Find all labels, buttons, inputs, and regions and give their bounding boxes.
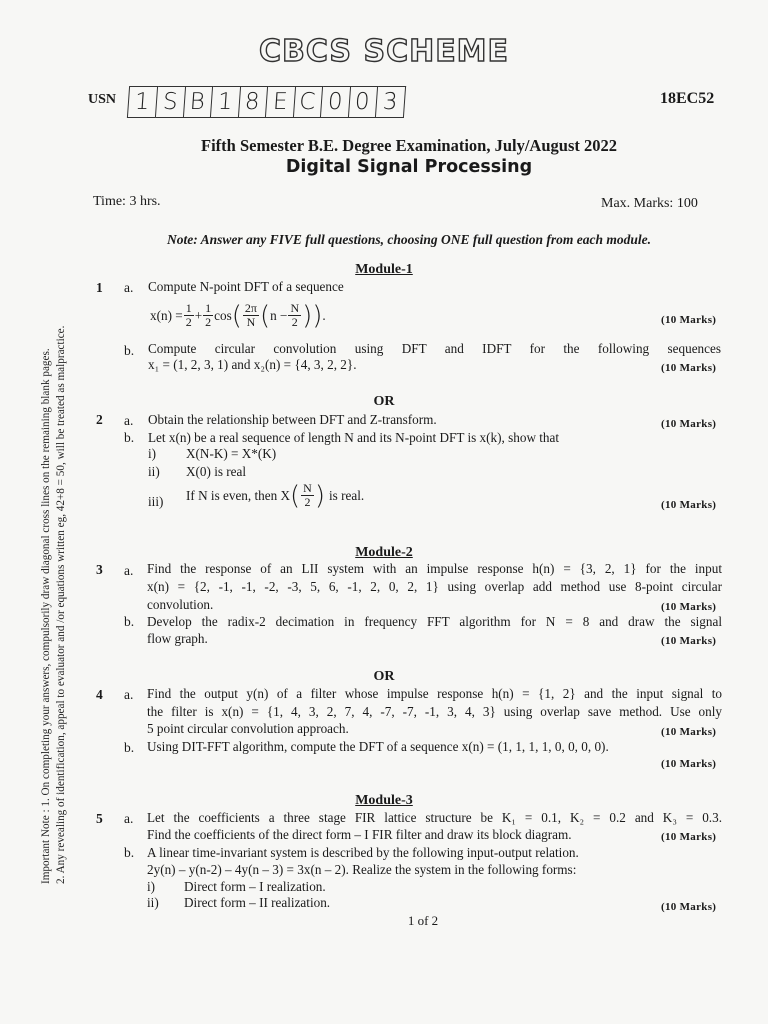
q2b-i-text: X(N-K) = X*(K) [186, 446, 277, 461]
q2b-ii-label: ii) [148, 464, 160, 479]
eq-den: 2 [304, 495, 311, 509]
q5a-label: a. [124, 811, 134, 826]
q2b-iii-pre: If N is even, then X [186, 487, 291, 503]
question-1-number: 1 [96, 280, 103, 295]
eq-lhs: x(n) = [150, 307, 183, 323]
q2b-ii-text: X(0) is real [186, 464, 247, 479]
question-2-number: 2 [96, 412, 103, 427]
eq-den: N [246, 315, 256, 329]
question-4-number: 4 [96, 687, 103, 702]
module-2-heading: Module-2 [355, 545, 413, 560]
exam-time: Time: 3 hrs. [93, 194, 161, 209]
subject-code: 18EC52 [660, 90, 715, 107]
usn-char: 0 [348, 86, 378, 118]
q1b-text-2: x₁ = (1, 2, 3, 1) and x₂(n) = {4, 3, 2, 2}. [148, 357, 357, 372]
usn-char: B [183, 86, 213, 118]
q1a-marks: (10 Marks) [661, 314, 717, 326]
usn-boxes [128, 86, 404, 118]
q3a-label: a. [124, 563, 134, 578]
q2a-text: Obtain the relationship between DFT and Z-transform. [148, 412, 437, 427]
q5a-text-1: Let the coefficients a three stage FIR lattice structure be K₁ = 0.1, K₂ = 0.2 and K₃ = 0.3. [147, 810, 722, 825]
eq-n: n − [270, 307, 288, 323]
q1a-label: a. [124, 280, 134, 295]
q5a-text-2: Find the coefficients of the direct form – I FIR filter and draw its block diagram. [147, 827, 572, 842]
scheme-stamp: CBCS SCHEME [258, 34, 510, 69]
side-note-line-2: 2. Any revealing of identification, appeal to evaluator and /or equations written eg, 42+8 = 50, will be treated as malpractice. [55, 325, 67, 884]
q1a-text: Compute N-point DFT of a sequence [148, 279, 344, 294]
side-important-note [39, 204, 69, 884]
side-note-line-1: Important Note : 1. On completing your answers, compulsorily draw diagonal cross lines on the remaining blank pages. [40, 348, 52, 884]
q3b-label: b. [124, 614, 135, 629]
subject-title: Digital Signal Processing [285, 157, 533, 177]
q5b-i-label: i) [147, 879, 156, 894]
q4a-text-1: Find the output y(n) of a filter whose impulse response h(n) = {1, 2} and the input signal to [147, 686, 722, 701]
eq-plus: + [194, 307, 203, 323]
q1a-equation: x(n) = $\frac{1}{2}$ + $\frac{1}{2}$ cos ( $\frac{2\pi}{N}$ ( n − $\frac{N}{2}$ )) . [150, 300, 326, 331]
q1b-text-1: Compute circular convolution using DFT and IDFT for the following sequences [148, 341, 721, 356]
q2b-iii-label: iii) [148, 494, 164, 509]
eq-fraction [243, 302, 259, 329]
q2b-label: b. [124, 430, 135, 445]
q5b-ii-label: ii) [147, 895, 159, 910]
q1b-marks: (10 Marks) [661, 362, 717, 374]
eq-num: 1 [205, 301, 212, 315]
q4a-marks: (10 Marks) [661, 726, 717, 738]
q3a-text-2: x(n) = {2, -1, -1, -2, -3, 5, 6, -1, 2, 0, 2, 1} using overlap add method use 8-point circular [147, 579, 722, 594]
q5b-ii-text: Direct form – II realization. [184, 895, 331, 910]
question-5-number: 5 [96, 811, 103, 826]
question-3-number: 3 [96, 562, 103, 577]
q4b-marks: (10 Marks) [661, 758, 717, 770]
q1b-label: b. [124, 343, 135, 358]
usn-char: 0 [320, 86, 350, 118]
q5b-i-text: Direct form – I realization. [184, 879, 326, 894]
q4b-text: Using DIT-FFT algorithm, compute the DFT of a sequence x(n) = (1, 1, 1, 1, 0, 0, 0, 0). [147, 739, 609, 754]
module-1-heading: Module-1 [355, 262, 413, 277]
q5b-text-1: A linear time-invariant system is described by the following input-output relation. [147, 845, 579, 860]
q2b-i-label: i) [148, 446, 157, 461]
eq-num: N [290, 301, 300, 315]
eq-fraction [184, 302, 194, 329]
or-divider-2: OR [373, 669, 395, 684]
module-3-heading: Module-3 [355, 793, 413, 808]
q4a-text-2: the filter is x(n) = {1, 4, 3, 2, 7, 4, -7, -7, -1, 3, 4, 3} using overlap save method. Use only [147, 704, 722, 719]
q2b-iii-post: is real. [329, 487, 365, 503]
usn-label: USN [88, 92, 117, 107]
eq-fraction [203, 302, 213, 329]
eq-dot: . [322, 307, 326, 323]
usn-char: 8 [238, 86, 268, 118]
eq-num: 1 [185, 301, 192, 315]
q2b-marks: (10 Marks) [661, 499, 717, 511]
usn-char: S [155, 86, 185, 118]
usn-char: 3 [375, 86, 405, 118]
q4a-text-3: 5 point circular convolution approach. [147, 721, 349, 736]
eq-fraction [288, 302, 301, 329]
q3b-text-2: flow graph. [147, 631, 208, 646]
eq-cos: cos [214, 307, 232, 323]
page-number: 1 of 2 [407, 913, 439, 928]
q3b-text-1: Develop the radix-2 decimation in frequency FFT algorithm for N = 8 and draw the signal [147, 614, 722, 629]
max-marks: Max. Marks: 100 [601, 196, 698, 211]
q3a-text-1: Find the response of an LII system with an impulse response h(n) = {3, 2, 1} for the input [147, 561, 722, 576]
instructions-note: Note: Answer any FIVE full questions, choosing ONE full question from each module. [166, 232, 652, 247]
usn-char: 1 [210, 86, 240, 118]
or-divider-1: OR [373, 394, 395, 409]
exam-title: Fifth Semester B.E. Degree Examination, July/August 2022 [200, 136, 617, 155]
q5a-marks: (10 Marks) [661, 831, 717, 843]
usn-char: C [293, 86, 323, 118]
eq-den: 2 [291, 315, 298, 329]
q4b-label: b. [124, 740, 135, 755]
eq-fraction [301, 482, 314, 509]
q5b-label: b. [124, 845, 135, 860]
q4a-label: a. [124, 687, 134, 702]
q2a-label: a. [124, 413, 134, 428]
q2b-iii-expression: If N is even, then X ( $\frac{N}{2}$ ) is real. [186, 480, 365, 511]
q3a-text-3: convolution. [147, 597, 214, 612]
q2a-marks: (10 Marks) [661, 418, 717, 430]
q2b-text: Let x(n) be a real sequence of length N and its N-point DFT is x(k), show that [148, 430, 560, 445]
q5b-marks: (10 Marks) [661, 901, 717, 913]
q3a-marks: (10 Marks) [661, 601, 717, 613]
usn-char: E [265, 86, 295, 118]
q5b-text-2: 2y(n) – y(n-2) – 4y(n – 3) = 3x(n – 2). Realize the system in the following forms: [147, 862, 577, 877]
eq-den: 2 [205, 315, 212, 329]
q3b-marks: (10 Marks) [661, 635, 717, 647]
usn-char: 1 [127, 86, 158, 118]
eq-num: 2π [244, 301, 257, 315]
eq-den: 2 [185, 315, 192, 329]
eq-num: N [303, 481, 312, 495]
